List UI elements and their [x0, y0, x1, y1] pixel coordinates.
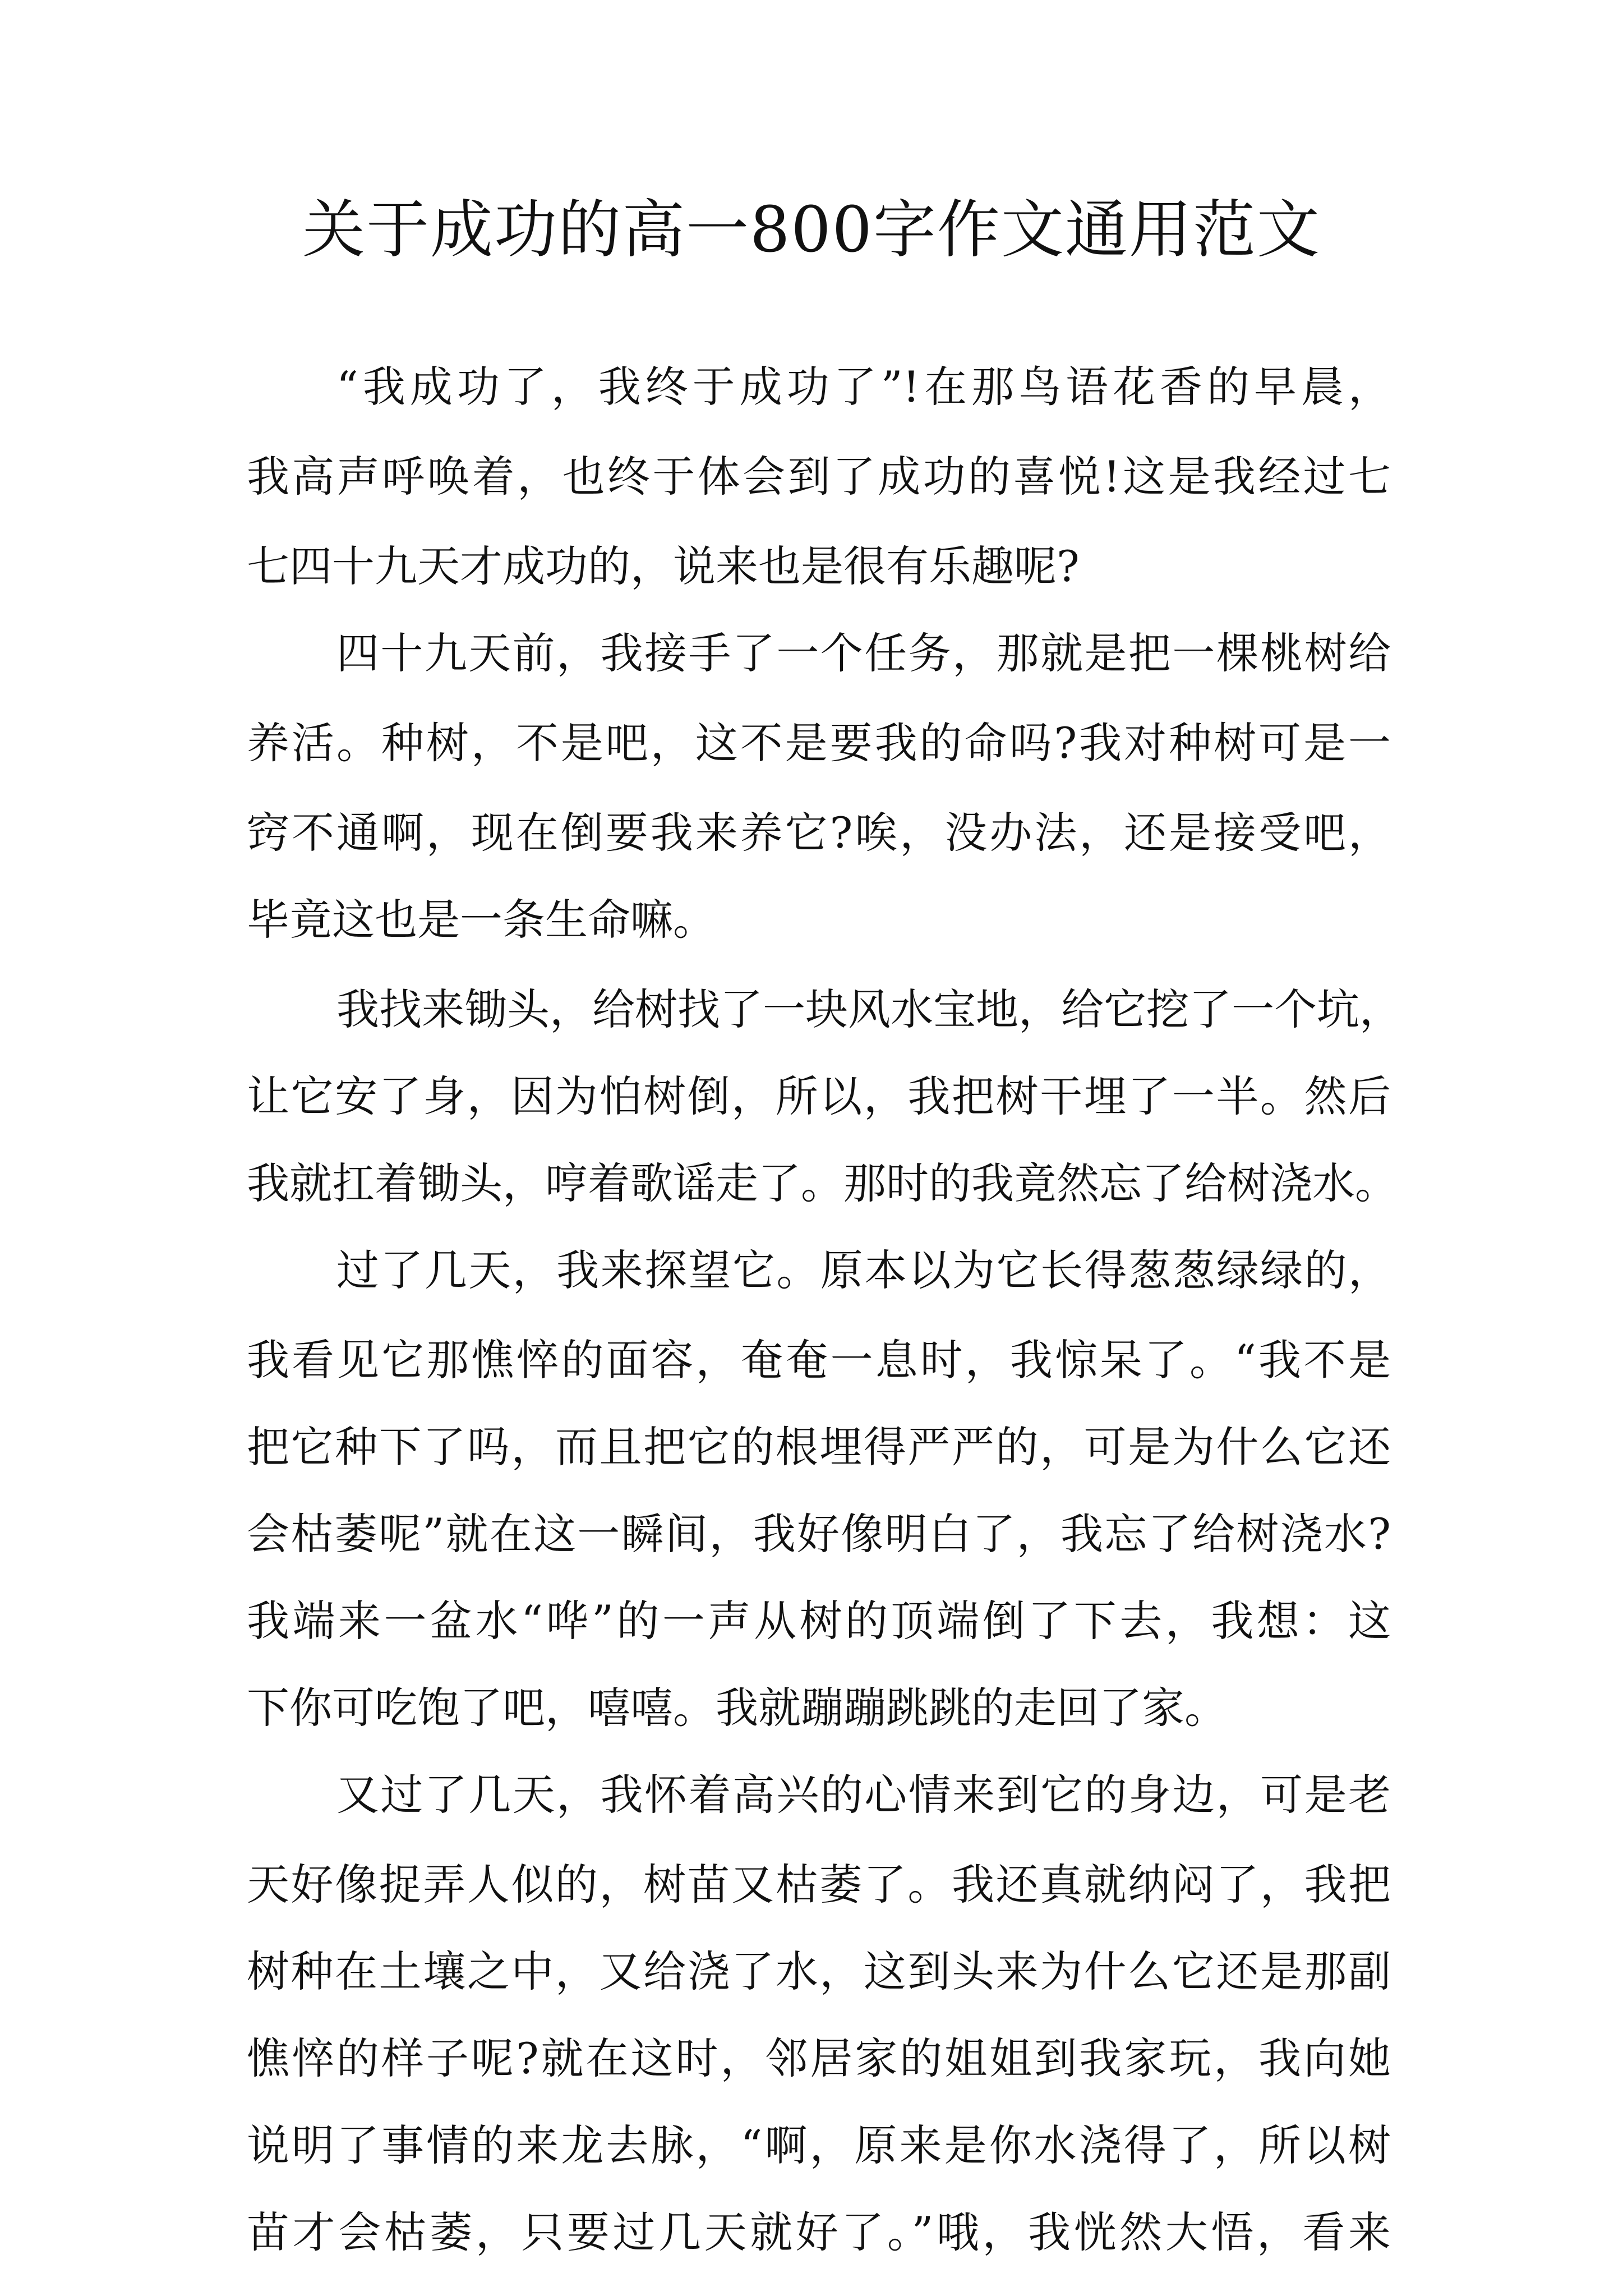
- text-line: 下你可吃饱了吧，嘻嘻。我就蹦蹦跳跳的走回了家。: [247, 1683, 1227, 1733]
- text-line: 让它安了身，因为怕树倒，所以，我把树干埋了一半。然后: [247, 1071, 1391, 1121]
- text-line: 我高声呼唤着，也终于体会到了成功的喜悦!这是我经过七: [247, 452, 1391, 501]
- text-line: 树种在土壤之中，又给浇了水，这到头来为什么它还是那副: [247, 1947, 1391, 1996]
- text-line: 憔悴的样子呢?就在这时，邻居家的姐姐到我家玩，我向她: [247, 2033, 1391, 2083]
- text-line: 我看见它那憔悴的面容，奄奄一息时，我惊呆了。“我不是: [247, 1335, 1391, 1385]
- text-line: 养活。种树，不是吧，这不是要我的命吗?我对种树可是一: [247, 718, 1391, 768]
- text-line: 又过了几天，我怀着高兴的心情来到它的身边，可是老: [336, 1770, 1391, 1820]
- text-line: 窍不通啊，现在倒要我来养它?唉，没办法，还是接受吧，: [247, 808, 1391, 858]
- text-line: 苗才会枯萎，只要过几天就好了。”哦，我恍然大悟，看来: [247, 2207, 1391, 2257]
- text-line: 我就扛着锄头，哼着歌谣走了。那时的我竟然忘了给树浇水。: [247, 1158, 1398, 1208]
- text-line: 会枯萎呢”就在这一瞬间，我好像明白了，我忘了给树浇水?: [247, 1509, 1391, 1559]
- text-line: 七四十九天才成功的，说来也是很有乐趣呢?: [247, 541, 1080, 591]
- text-line: 说明了事情的来龙去脉，“啊，原来是你水浇得了，所以树: [247, 2120, 1391, 2170]
- document-title: 关于成功的高一800字作文通用范文: [302, 194, 1321, 266]
- text-line: 过了几天，我来探望它。原本以为它长得葱葱绿绿的，: [336, 1245, 1391, 1295]
- text-line: 毕竟这也是一条生命嘛。: [247, 895, 716, 945]
- text-line: 把它种下了吗，而且把它的根埋得严严的，可是为什么它还: [247, 1422, 1391, 1472]
- text-line: 我找来锄头，给树找了一块风水宝地，给它挖了一个坑，: [336, 984, 1402, 1034]
- text-line: 四十九天前，我接手了一个任务，那就是把一棵桃树给: [336, 628, 1391, 678]
- text-line: 我端来一盆水“哗”的一声从树的顶端倒了下去，我想：这: [247, 1596, 1391, 1646]
- text-line: “我成功了，我终于成功了”!在那鸟语花香的早晨，: [336, 362, 1391, 412]
- text-line: 天好像捉弄人似的，树苗又枯萎了。我还真就纳闷了，我把: [247, 1860, 1391, 1910]
